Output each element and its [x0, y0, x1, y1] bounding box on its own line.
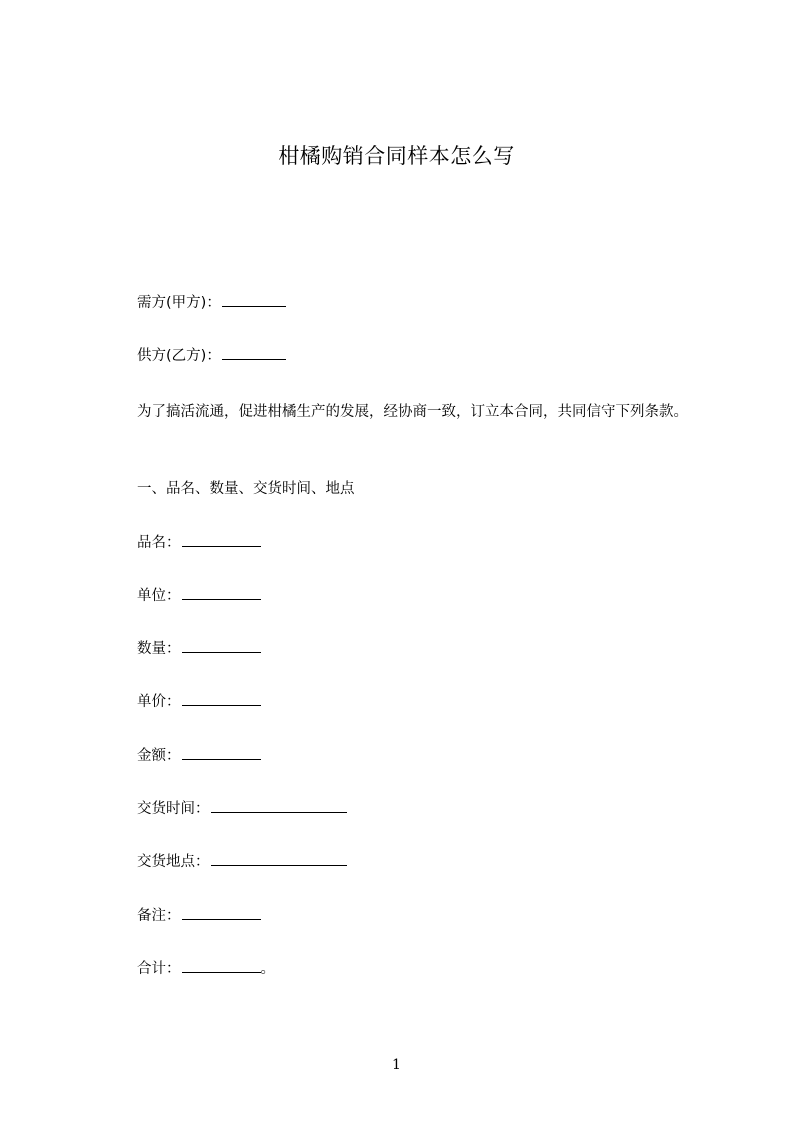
delivery-place-blank	[211, 851, 347, 866]
amount-line	[137, 745, 261, 766]
total-label: 合计：	[137, 961, 181, 977]
unit-blank	[182, 585, 261, 600]
delivery-time-blank	[211, 798, 347, 813]
seller-line	[137, 345, 286, 366]
delivery-place-line	[137, 851, 347, 872]
total-suffix: 。	[260, 961, 275, 977]
product-name-line	[137, 532, 261, 553]
unit-price-blank	[182, 691, 261, 706]
delivery-place-label: 交货地点：	[137, 854, 210, 870]
unit-price-label: 单价：	[137, 694, 181, 710]
quantity-label: 数量：	[137, 641, 181, 657]
buyer-label: 需方(甲方)：	[137, 295, 221, 311]
seller-blank	[222, 345, 286, 360]
remarks-blank	[182, 905, 261, 920]
product-name-blank	[182, 532, 261, 547]
page-number: 1	[392, 1057, 401, 1073]
seller-label: 供方(乙方)：	[137, 348, 221, 364]
section1-heading: 一、品名、数量、交货时间、地点	[137, 481, 355, 497]
delivery-time-line	[137, 798, 347, 819]
quantity-line	[137, 638, 261, 659]
total-line	[137, 958, 275, 979]
quantity-blank	[182, 638, 261, 653]
remarks-label: 备注：	[137, 908, 181, 924]
unit-line	[137, 585, 261, 606]
amount-label: 金额：	[137, 748, 181, 764]
remarks-line	[137, 905, 261, 926]
product-name-label: 品名：	[137, 535, 181, 551]
amount-blank	[182, 745, 261, 760]
delivery-time-label: 交货时间：	[137, 801, 210, 817]
unit-price-line	[137, 691, 261, 712]
total-blank	[182, 958, 261, 973]
unit-label: 单位：	[137, 588, 181, 604]
intro-paragraph: 为了搞活流通，促进柑橘生产的发展，经协商一致，订立本合同，共同信守下列条款。	[137, 404, 688, 420]
document-title: 柑橘购销合同样本怎么写	[278, 144, 515, 168]
buyer-line	[137, 292, 286, 313]
buyer-blank	[222, 292, 286, 307]
